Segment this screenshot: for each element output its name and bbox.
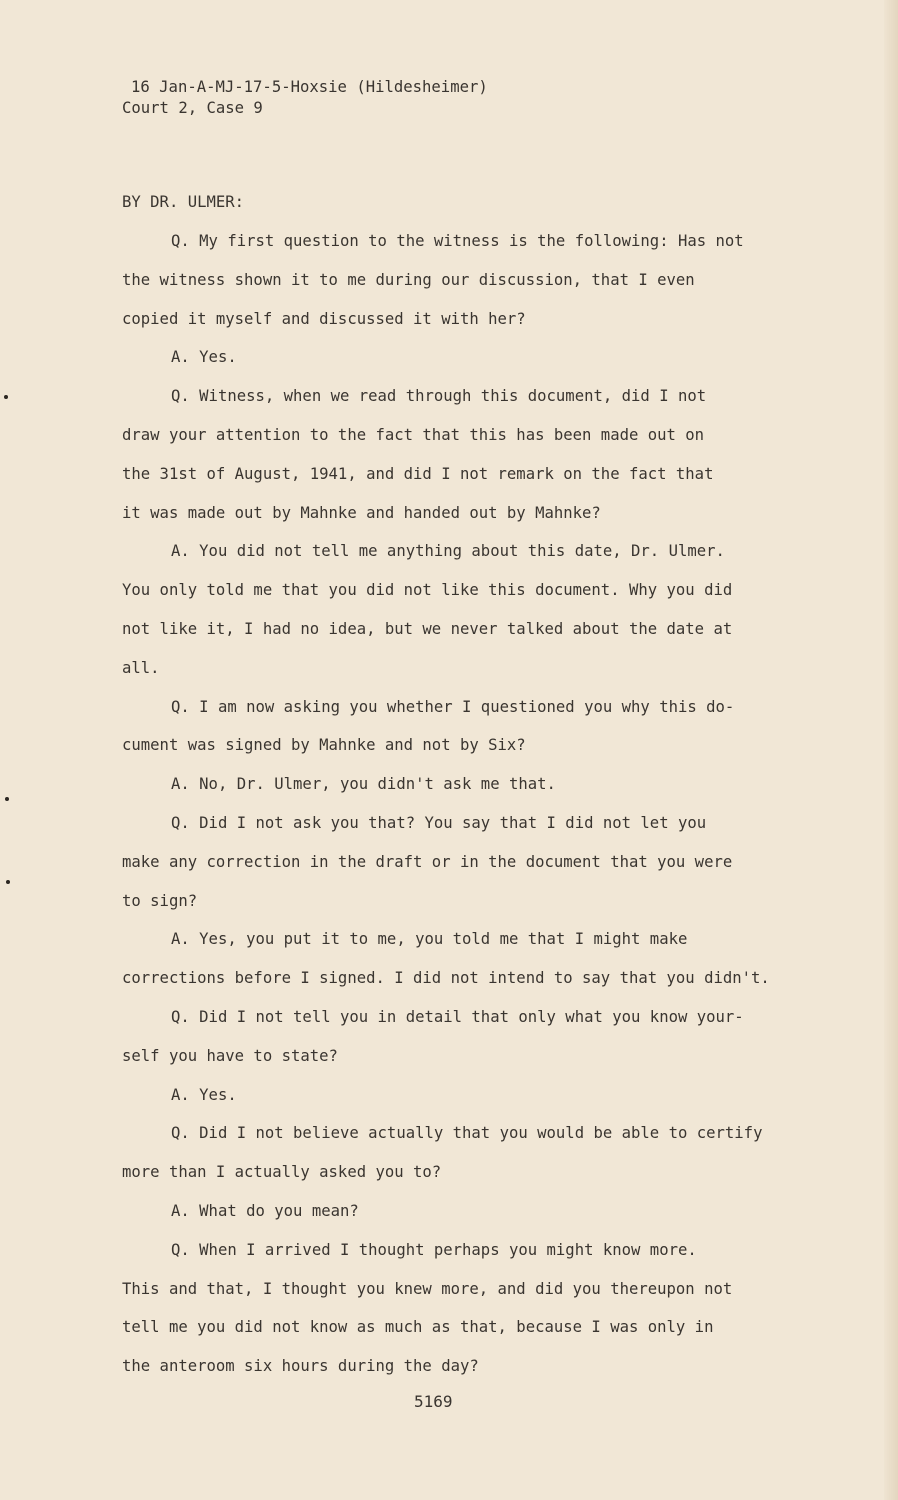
transcript-line: self you have to state? bbox=[122, 1046, 338, 1065]
transcript-line: Q. My first question to the witness is the following: Has not bbox=[171, 232, 744, 250]
transcript-body bbox=[122, 229, 822, 1393]
margin-mark bbox=[6, 880, 10, 884]
transcript-line: A. Yes, you put it to me, you told me that I might make bbox=[171, 930, 688, 949]
document-header bbox=[122, 77, 488, 119]
transcript-line: more than I actually asked you to? bbox=[122, 1163, 442, 1182]
transcript-line: Q. Did I not believe actually that you would be able to certify bbox=[171, 1124, 763, 1143]
transcript-line: A. What do you mean? bbox=[171, 1201, 359, 1220]
transcript-line: all. bbox=[122, 658, 160, 677]
examiner-byline: BY DR. ULMER: bbox=[122, 193, 245, 211]
transcript-line: it was made out by Mahnke and handed out by Mahnke? bbox=[122, 503, 601, 522]
transcript-line: Q. I am now asking you whether I questioned you why this do- bbox=[171, 697, 735, 716]
transcript-line: Q. Did I not ask you that? You say that I did not let you bbox=[171, 813, 707, 832]
transcript-line: the witness shown it to me during our discussion, that I even bbox=[122, 270, 695, 289]
transcript-line: not like it, I had no idea, but we never talked about the date at bbox=[122, 619, 733, 638]
margin-mark bbox=[5, 797, 9, 801]
transcript-line: copied it myself and discussed it with her? bbox=[122, 309, 526, 328]
transcript-line: the anteroom six hours during the day? bbox=[122, 1357, 479, 1376]
transcript-line: tell me you did not know as much as that, because I was only in bbox=[122, 1318, 714, 1337]
transcript-line: Q. When I arrived I thought perhaps you might know more. bbox=[171, 1240, 697, 1259]
page-edge bbox=[884, 0, 898, 1500]
transcript-line: A. Yes. bbox=[171, 1085, 237, 1104]
transcript-line: A. No, Dr. Ulmer, you didn't ask me that. bbox=[171, 775, 556, 794]
transcript-line: A. Yes. bbox=[171, 348, 237, 367]
transcript-line: make any correction in the draft or in the document that you were bbox=[122, 852, 733, 871]
transcript-line: draw your attention to the fact that this has been made out on bbox=[122, 425, 705, 444]
header-line-2: Court 2, Case 9 bbox=[122, 99, 263, 117]
transcript-line: This and that, I thought you knew more, and did you thereupon not bbox=[122, 1279, 733, 1298]
transcript-line: You only told me that you did not like this document. Why you did bbox=[122, 581, 733, 600]
header-line-1: 16 Jan-A-MJ-17-5-Hoxsie (Hildesheimer) bbox=[131, 78, 488, 96]
transcript-line: the 31st of August, 1941, and did I not remark on the fact that bbox=[122, 464, 714, 483]
transcript-line: Q. Witness, when we read through this document, did I not bbox=[171, 387, 707, 406]
margin-mark bbox=[4, 395, 8, 399]
transcript-line: corrections before I signed. I did not intend to say that you didn't. bbox=[122, 969, 770, 988]
transcript-line: cument was signed by Mahnke and not by Six? bbox=[122, 736, 526, 755]
page-number: 5169 bbox=[414, 1392, 453, 1411]
transcript-line: A. You did not tell me anything about this date, Dr. Ulmer. bbox=[171, 542, 725, 561]
transcript-line: Q. Did I not tell you in detail that only what you know your- bbox=[171, 1007, 744, 1026]
transcript-line: to sign? bbox=[122, 891, 198, 910]
